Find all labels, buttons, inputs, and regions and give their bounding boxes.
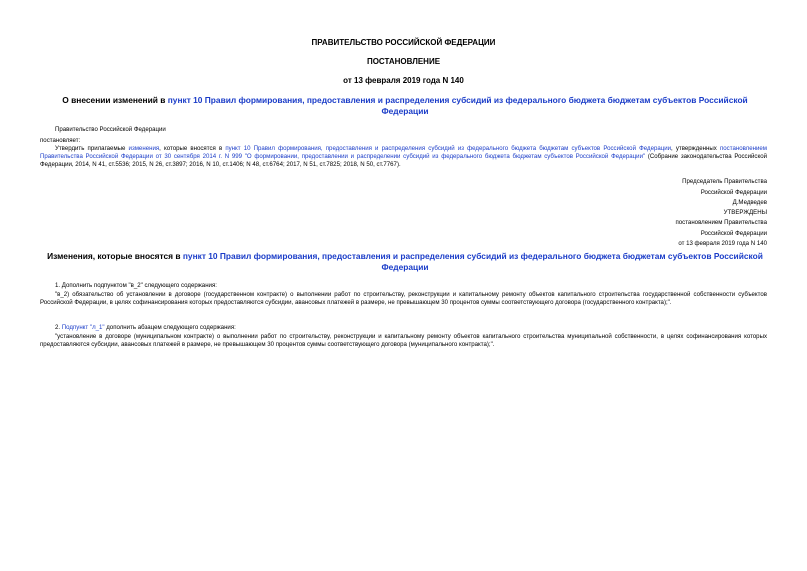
item-2-num: 2. [55,324,62,331]
item-1-text: "в_2) обязательство об установлении в договоре (государственном контракте) о выполнении работ по строительству, реконструкции и капитальному ремонту объектов капитального строительства государственной собственности субъектов Российской Федерации, в целях софинансирования которых предоставляются субсидии, авансовых платежей в размере, не превышающем 30 процентов суммы соответствующего договора (государственного контракта);". [40,291,767,307]
signature-country: Российской Федерации [700,189,767,196]
approved-date: от 13 февраля 2019 года N 140 [678,240,767,247]
item-2-text: "установление в договоре (муниципальном контракте) о выполнении работ по строительству, реконструкции и капитальному ремонту объектов капитального строительства муниципальной собственности, в целях софинансирования которых предоставляются субсидии, авансовых платежей в размере, не превышающем 30 процентов суммы соответствующего договора (муниципального контракта);". [40,333,767,349]
approved-by: постановлением Правительства [675,219,767,226]
item-1: 1. Дополнить подпунктом "в_2" следующего содержания: [55,282,217,289]
changes-title-prefix: Изменения, которые вносятся в [47,251,183,261]
document-date-number: от 13 февраля 2019 года N 140 [343,76,464,85]
changes-link[interactable]: изменения [128,145,160,152]
signature-position: Председатель Правительства [682,178,767,185]
decree-paragraph [40,145,767,170]
title-prefix: О внесении изменений в [62,95,168,105]
item-2 [55,324,236,332]
rules-link[interactable]: пункт 10 Правил формирования, предоставления и распределения субсидий из федерального бюджета бюджетам субъектов Российской Федерации [225,145,672,152]
p1-text-d: (Собрание законодательства Российской Федерации, 2014, N 41, ст.5536; 2015, N 26, ст.3897; 2016, N 10, ст.1406; N 48, ст.6764; 2017, N 51, ст.7825; 2018, N 50, ст.7767). [40,153,767,169]
p1-text-b: , которые вносятся в [159,145,226,152]
changes-title [40,251,770,272]
document-title [40,95,770,116]
p1-text-a: Утвердить прилагаемые [55,145,129,152]
signature-name: Д.Медведев [732,199,767,206]
document-type: ПОСТАНОВЛЕНИЕ [366,57,441,66]
title-link[interactable]: пункт 10 Правил формирования, предоставления и распределения субсидий из федерального бюджета бюджетам субъектов Российской Федерации [167,95,748,116]
subparagraph-link[interactable]: Подпункт "л_1" [61,324,105,331]
changes-title-link[interactable]: пункт 10 Правил формирования, предоставления и распределения субсидий из федерального бюджета бюджетам субъектов Российской Федерации [182,251,763,272]
item-2-rest: дополнить абзацем следующего содержания: [104,324,236,331]
approved-country: Российской Федерации [700,230,767,237]
government-heading: ПРАВИТЕЛЬСТВО РОССИЙСКОЙ ФЕДЕРАЦИИ [311,38,496,47]
approved-label: УТВЕРЖДЕНЫ [723,209,767,216]
govt-line: Правительство Российской Федерации [55,126,166,133]
decree-line: постановляет: [40,137,81,144]
p1-text-c: , утвержденных [671,145,720,152]
resolution-link[interactable]: постановлением Правительства Российской Федерации от 30 сентября 2014 г. N 999 "О формировании, предоставлении и распределении субсидий из федерального бюджета бюджетам субъектов Российской Федерации" [40,145,767,161]
